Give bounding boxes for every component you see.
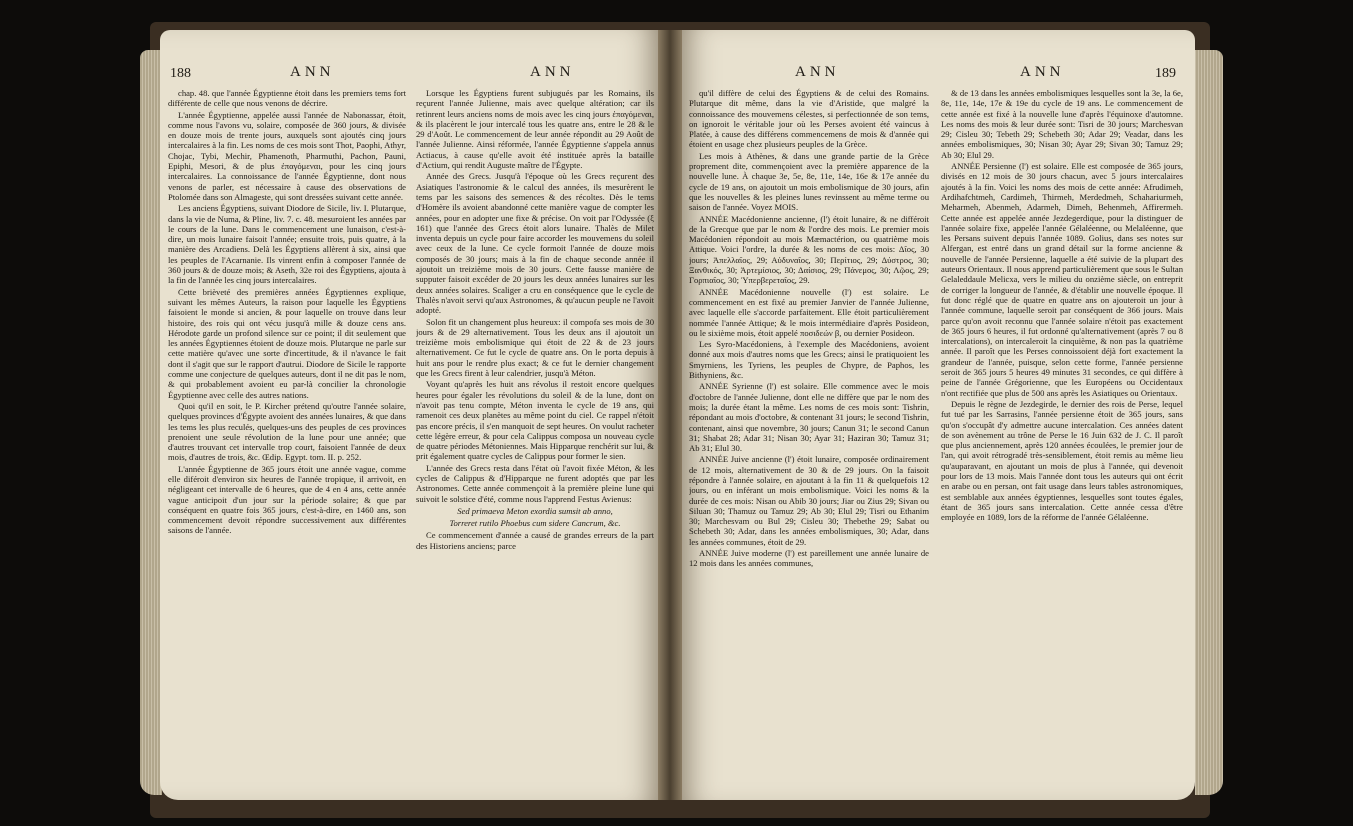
page-number-left: 188 (170, 66, 191, 81)
paragraph: qu'il diffère de celui des Égyptiens & de celui des Romains. Plutarque dit même, dans la vie d'Aristide, que malgré la connoissance des mouvemens célestes, si perfectionnée de son tems, on ignoroit le véritable jour où les Perses avoient été vaincus à Platée, à cause des différens commencemens de mois & d'année qui étoient en usage chez plusieurs peuples de la Grèce. (689, 88, 929, 150)
right-page-edges (1195, 50, 1223, 795)
paragraph: ANNÉE Macédonienne nouvelle (l') est solaire. Le commencement en est fixé au premier Janvier de l'année Julienne, avec laquelle elle s'accorde parfaitement. Elle étoit particulièrement nommée l'année Attique; & le mois intermédiaire d'après Posideon, ou le sixième mois, étoit appelé ποσιδεών β, ou dernier Posideon. (689, 286, 929, 338)
right-column-1 (689, 88, 929, 788)
paragraph: ANNÉE Persienne (l') est solaire. Elle est composée de 365 jours, divisés en 12 mois de 30 jours chacun, avec 5 jours intercalaires ajoutés à la fin. Voici les noms des mois de cette année: Afrudimeh, Ardihafchtmeh, Cardimeh, Thirmeh, Merdedmeh, Schahariurmeh, Meharmeh, Abenmeh, Adarmeh, Dimeh, Behenmeh, Affirermeh. Cette année est appelée année Jezdegerdique, pour la distinguer de l'année solaire fixe, appelée l'année Gélaléenne, ou Melaléenne, que les Persans suivent depuis l'année 1089. Golius, dans ses notes sur Alfergan, est entré dans un grand détail sur la forme ancienne & nouvelle de l'année Persienne, laquelle a été suivie de la plupart des auteurs Orientaux. Il nous apprend particulièrement que sous le Sultan Gelaleddaule Melicxa, vers le milieu du onzième siècle, on entreprit de corriger la longueur de l'année, & d'établir une nouvelle époque. Il fut donc réglé que de quatre en quatre ans on ajouteroit un jour à l'année commune, laquelle seroit par conséquent de 366 jours. Mais parce qu'on avoit reconnu que l'année solaire n'étoit pas exactement de 365 jours 6 heures, il fut ordonné qu'alternativement (après 7 ou 8 intercalations), on intercaleroit la cinquième, & non pas la quatrième année. Il paroît que les Perses connoissoient déjà fort exactement la grandeur de l'année, puisque, selon cette forme, l'année persienne seroit de 365 jours 5 heures 49 minutes 31 secondes, ce qui diffère à peine de l'année Grégorienne, que les Européens ou Occidentaux n'ont rectifiée que plus de 500 ans après les Asiatiques ou Orientaux. (941, 161, 1183, 398)
left-page (160, 30, 665, 800)
right-column-2 (941, 88, 1183, 788)
running-head-left-1: ANN (290, 64, 335, 80)
paragraph: Quoi qu'il en soit, le P. Kircher prétend qu'outre l'année solaire, quelques provinces d'Égypte avoient des années lunaires, & que dans les tems les plus reculés, quelques-uns des peuples de ces provinces prenoient une seule révolution de la lune pour une année; que d'autres trouvant cet intervalle trop court, faisoient l'année de deux mois, d'autres de trois, &c. Œdip. Egypt. tom. II. p. 252. (168, 400, 406, 463)
verse-line: Torreret rutilo Phoebus cum sidere Cancrum, &c. (449, 518, 621, 529)
page-number-right: 189 (1155, 66, 1176, 81)
paragraph: Voyant qu'après les huit ans révolus il restoit encore quelques heures pour égaler les révolutions du soleil & de la lune, dont on n'avoit pas tenu compte, Méton inventa le cycle de 19 ans, qui ramenoit ces deux planètes au même point du ciel. Ce rappel n'étoit pas encore précis, il s'en manquoit de sept heures. On voulut racheter cette légère erreur, & pour cela Calippus composa un nouveau cycle de quatre périodes Métoniennes. Mais Hipparque renchérit sur lui, & prit également quatre cycles de Calippus pour former le sien. (416, 379, 654, 462)
left-page-edges (140, 50, 162, 795)
paragraph: & de 13 dans les années embolismiques lesquelles sont la 3e, la 6e, 8e, 11e, 14e, 17e & 19e du cycle de 19 ans. Le commencement de cette année est fixé à la nouvelle lune d'après l'équinoxe d'automne. Les noms des mois & leur durée sont: Tisri de 30 jours; Marchesvan 29; Cisleu 30; Tebeth 29; Schebeth 30; Adar 29; Veadar, dans les années embolismiques, 30; Nisan 30; Ayar 29; Sivan 30; Tamuz 29; Ab 30; Elul 29. (941, 88, 1183, 160)
right-page (675, 30, 1195, 800)
paragraph: Les anciens Égyptiens, suivant Diodore de Sicile, liv. I. Plutarque, dans la vie de Numa, & Pline, liv. 7. c. 48. mesuroient les années par le cours de la lune. Dans le commencement une lunaison, c'est-à-dire, un mois lunaire faisoit l'année; ensuite trois, puis quatre, à la manière des Arcadiens. Delà les Égyptiens allèrent à six, ainsi que les peuples de l'Acarnanie. Ils vinrent enfin à composer l'année de 360 jours & de douze mois; & Aseth, 32e roi des Égyptiens, ajouta à la fin de l'année les cinq jours intercalaires. (168, 203, 406, 286)
book-gutter (658, 30, 682, 800)
paragraph: Depuis le règne de Jezdegirde, le dernier des rois de Perse, lequel fut tué par les Sarrasins, l'année persienne étoit de 365 jours, sans qu'on s'occupât d'y admettre aucune intercalation. Ces années datent de son avènement au trône de Perse le 16 Juin 632 de J. C. Il paroît que plus anciennement, après 120 années écoulées, le premier jour de l'an, qui avoit rétrogradé très-sensiblement, étoit remis au même lieu qu'auparavant, en ajoutant un mois de plus à l'année, qui devenoit pour lors de 13 mois. Mais l'année dont tous les auteurs qui ont écrit en arabe ou en persan, ont fait usage dans leurs tables astronomiques, est semblable aux années égyptiennes, lesquelles sont toutes égales, étant de 365 jours sans intercalation. Cette année cessa d'être employée en 1089, lors de la réforme de l'année Gélaléenne. (941, 398, 1183, 523)
paragraph: L'année Égyptienne de 365 jours étoit une année vague, comme elle diféroit d'environ six heures de l'année tropique, il arrivoit, en négligeant cet intervalle de 6 heures, que de 4 en 4 ans, cette année vague anticipoit d'un jour sur la période solaire; & que par conséquent en quatre fois 365 jours, c'est-à-dire, en 1460 ans, son commencement devoit répondre successivement aux différentes saisons de l'année. (168, 463, 406, 536)
running-head-left-2: ANN (530, 64, 575, 80)
paragraph: ANNÉE Juive ancienne (l') étoit lunaire, composée ordinairement de 12 mois, alternativement de 30 & de 29 jours. On la faisoit répondre à l'année solaire, en ajoutant à la fin 11 & quelquefois 12 jours, ou en inférant un mois embolismique. Voici les noms & la durée de ces mois: Nisan ou Abib 30 jours; Jiar ou Zius 29; Sivan ou Siluan 30; Thamuz ou Tamuz 29; Ab 30; Elul 29; Tisri ou Ethanim 30; Marchesvam ou Bul 29; Cisleu 30; Thebethe 29; Sabat ou Schebeth 30; Adar, dans les années embolismiques, 30; Adar, dans les années communes, étoit de 29. (689, 454, 929, 547)
paragraph: L'année des Grecs resta dans l'état où l'avoit fixée Méton, & les cycles de Calippus & d'Hipparque ne furent adoptés que par les Astronomes. Cette année commençoit à la première pleine lune qui suivoit le solstice d'été, comme nous l'apprend Festus Avienus: (416, 462, 654, 504)
paragraph: Solon fit un changement plus heureux: il compofa ses mois de 30 jours & de 29 alternativement. Tous les deux ans il ajoutoit un treizième mois embolismique qui étoit de 22 & de 23 jours alternativement. Ce fut le cycle de quatre ans. On le porta depuis à huit ans pour le rendre plus exact; & ce fut le dernier changement que les Grecs firent à leur calendrier, jusqu'à Méton. (416, 316, 654, 379)
paragraph: Année des Grecs. Jusqu'à l'époque où les Grecs reçurent des Asiatiques l'astronomie & le calcul des années, ils mesurèrent le tems par les saisons des semences & des récoltes. Dès le tems d'Homère ils avoient abandonné cette manière vague de compter les années, pour en adopter une fixe & précise. On voit par l'Odyssée (ξ 161) que l'année des Grecs étoit alors lunaire. Thalès de Milet inventa depuis un cycle pour faire accorder les mouvemens du soleil avec ceux de la lune. Ce cycle formoit l'année de douze mois composés de 30 jours; mais à la fin de chaque seconde année il ajoutoit un treizième mois de 30 jours. Cette fausse manière de supputer faisoit excéder de 20 jours les deux années lunaires sur les deux années solaires. Scaliger a cru en conséquence que le cycle de Thalès n'avoit servi qu'aux Astronomes, & qu'aucun peuple ne l'avoit adopté. (416, 171, 654, 316)
running-head-right-1: ANN (795, 64, 840, 80)
paragraph: ANNÉE Juive moderne (l') est pareillement une année lunaire de 12 mois dans les années communes, (689, 548, 929, 569)
left-column-1 (168, 88, 406, 788)
paragraph: Les mois à Athènes, & dans une grande partie de la Grèce proprement dite, commençoient avec la première apparence de la nouvelle lune. À chaque 3e, 5e, 8e, 11e, 14e, 16e & 17e année du cycle de 19 ans, on ajoutoit un mois embolismique de 30 jours, afin que les nouvelles & les pleines lunes revinssent au même terme ou saison de l'année. Voyez MOIS. (689, 150, 929, 213)
running-head-right-2: ANN (1020, 64, 1065, 80)
verse-line: Sed primaeva Meton exordia sumsit ab anno, (457, 505, 613, 516)
paragraph: ANNÉE Syrienne (l') est solaire. Elle commence avec le mois d'octobre de l'année Julienne, dont elle ne diffère que par le nom des mois; la durée étant la même. Les noms de ces mois sont: Tishrin, répondant au mois d'octobre, & contenant 31 jours; le second Tishrin, contenant, ainsi que novembre, 30 jours; Canun 31; le second Canun 31; Shabat 28; Adar 31; Nisan 30; Ayar 31; Haziran 30; Tamuz 31; Ab 31; Elul 30. (689, 381, 929, 454)
left-column-2 (416, 88, 654, 788)
paragraph: Ce commencement d'année a causé de grandes erreurs de la part des Historiens anciens; parce (416, 530, 654, 551)
paragraph: ANNÉE Macédonienne ancienne, (l') étoit lunaire, & ne différoit de la Grecque que par le nom & l'ordre des mois. Le premier mois Macédonien répondoit au mois Mæmactérion, ou quatrième mois Attique. Voici l'ordre, la durée & les noms de ces mois: Δῖος, 30 jours; Ἀπελλαῖος, 29; Αὐδυναῖος, 30; Περίτιος, 29; Δύστρος, 30; Ξανθικός, 30; Ἀρτεμίσιος, 30; Δαίσιος, 29; Πάνεμος, 30; Λῷος, 29; Γορπιαῖος, 30; Ὑπερβερεταῖος, 29. (689, 213, 929, 286)
paragraph: chap. 48. que l'année Égyptienne étoit dans les premiers tems fort différente de celle que nous venons de décrire. (168, 88, 406, 109)
paragraph: L'année Égyptienne, appelée aussi l'année de Nabonassar, étoit, comme nous l'avons vu, solaire, composée de 360 jours, & divisée en douze mois de trente jours, auxquels sont ajoutés cinq jours intercalaires à la fin. Les noms de ces mois sont Thot, Paophi, Athyr, Chojac, Tybi, Mechir, Phamenoth, Pharmuthi, Pachon, Pauni, Epiphi, Mesori, & de plus ἐπαγόμεναι, pour les cinq jours intercalaires. La connoissance de l'année Égyptienne, dont nous venons de parler, est nécessaire à cause des observations de Ptolomée dans son Almageste, qui sont dressées suivant cette année. (168, 109, 406, 202)
paragraph: Les Syro-Macédoniens, à l'exemple des Macédoniens, avoient donné aux mois d'autres noms que les Grecs; ainsi le pratiquoient les Smyrniens, les Tyriens, les peuples de Chypre, de Paphos, les Bithyniens, &c. (689, 339, 929, 381)
paragraph: Cette brièveté des premières années Égyptiennes explique, suivant les mêmes Auteurs, la raison pour laquelle les Égyptiens faisoient le monde si ancien, & pour laquelle on trouve dans leur histoire, des rois qui ont vécu jusqu'à mille & douze cens ans. Hérodote garde un profond silence sur ce point; il dit seulement que les années Égyptiennes étoient de douze mois. Plutarque ne parle sur cette matière qu'avec une sorte d'incertitude, & il n'avance le fait dont il s'agit que sur le rapport d'autrui. Diodore de Sicile le rapporte comme une conjecture de quelques auteurs, dont il ne dit pas le nom, & qui probablement avoient eu par-là concilier la chronologie Égyptienne avec celle des autres nations. (168, 286, 406, 400)
paragraph: Lorsque les Égyptiens furent subjugués par les Romains, ils reçurent l'année Julienne, mais avec quelque altération; car ils retinrent leurs anciens noms de mois avec les cinq jours ἐπαγόμεναι, & ils placèrent le jour intercalé tous les quatre ans, entre le 28 & le 29 d'Août. Le commencement de leur année répondit au 29 Août de l'année Julienne. Ainsi réformée, l'année Égyptienne s'appela annus Actiacus, à cause qu'elle avoit été instituée après la bataille d'Actium, qui rendit Auguste maître de l'Égypte. (416, 88, 654, 171)
